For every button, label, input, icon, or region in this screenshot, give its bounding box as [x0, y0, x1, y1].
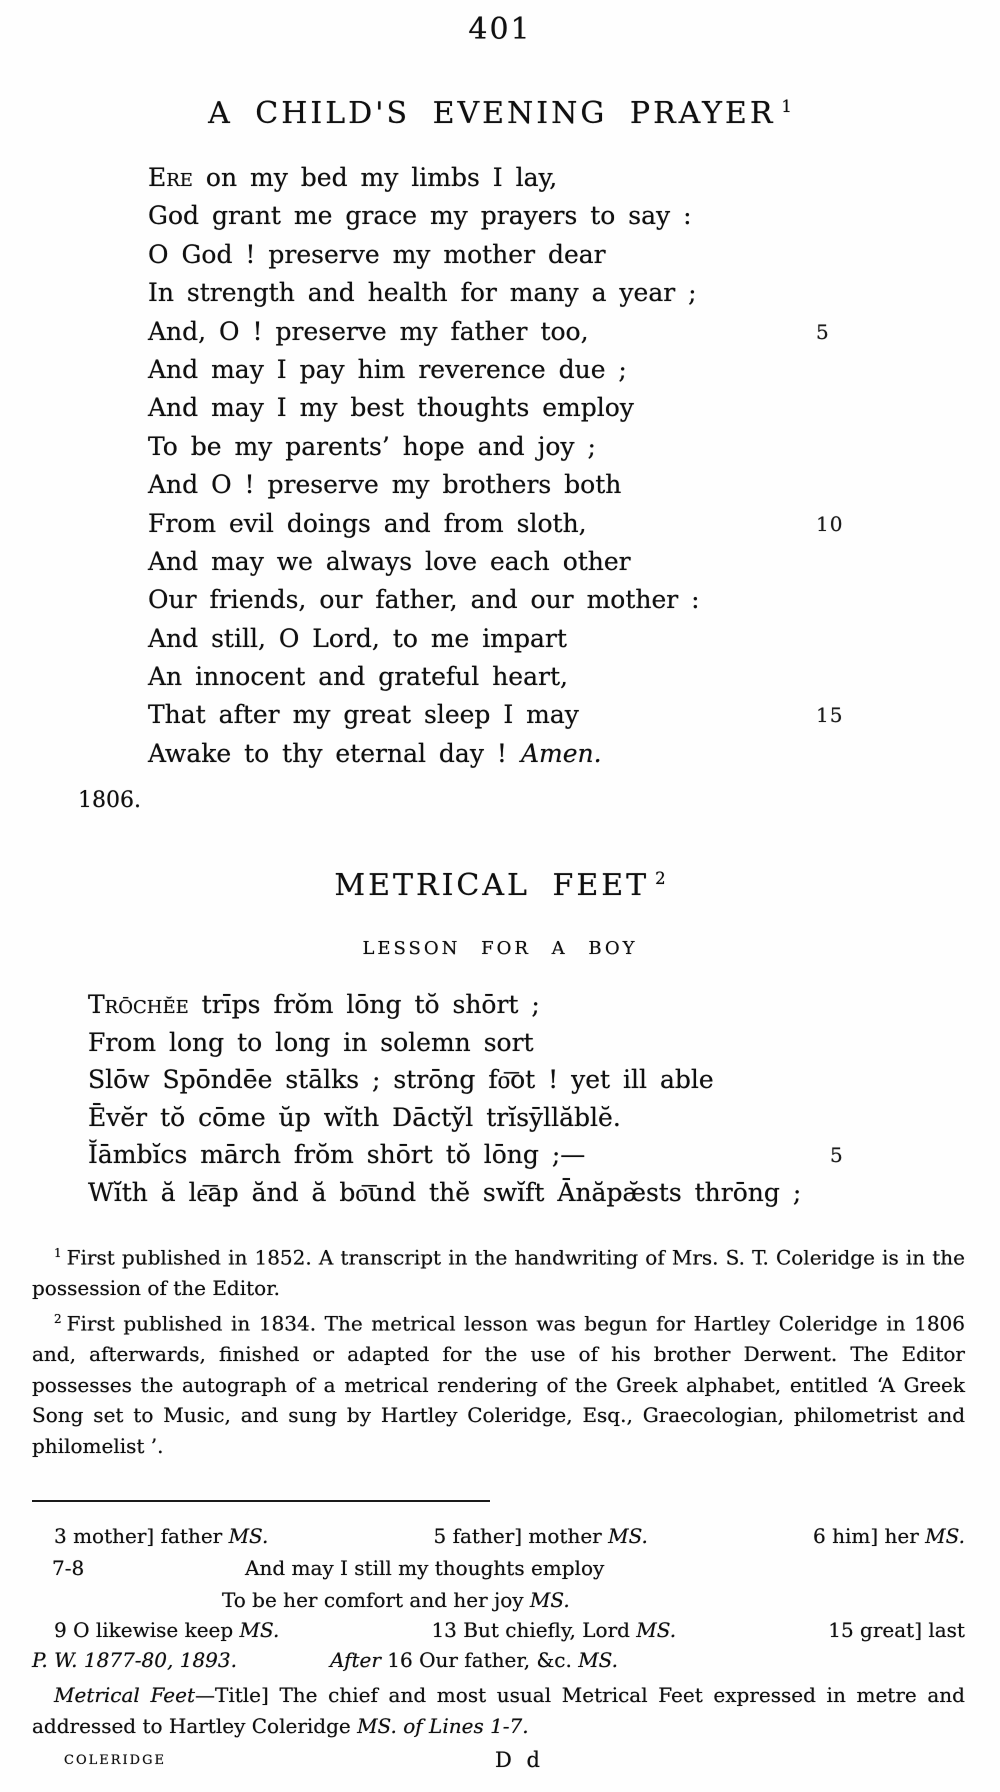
verse-line: From long to long in solemn sort: [88, 1027, 534, 1057]
variant-verse: And may I still my thoughts employ: [245, 1556, 605, 1580]
verse-line: And still, O Lord, to me impart: [148, 623, 567, 653]
verse-line: Ĭāmbĭcs mārch frŏm shōrt tŏ lōng ;— 5: [88, 1140, 844, 1170]
verse-line: Awake to thy eternal day ! Amen.: [148, 738, 602, 768]
line-number: 15: [816, 703, 844, 728]
verse-line: In strength and health for many a year ;: [148, 278, 697, 308]
poem2-subtitle: LESSON FOR A BOY: [362, 938, 638, 959]
verse-line: And, O ! preserve my father too, 5: [148, 316, 830, 346]
variant-verse: To be her comfort and her joy MS.: [222, 1588, 570, 1612]
poem1-text: [148, 163, 878, 777]
lead-smallcaps: Ere: [148, 163, 193, 192]
variant-entry: 15 great] last: [828, 1618, 965, 1642]
lead-smallcaps: Trōchĕe: [88, 990, 189, 1019]
verse-line: And may we always love each other: [148, 546, 631, 576]
line-number: 5: [830, 1143, 844, 1168]
verse-line: Slōw Spōndēe stālks ; strōng fo͞ot ! yet ill able: [88, 1065, 714, 1095]
verse-line: Ere on my bed my limbs I lay,: [148, 163, 558, 192]
footnote-1-text: First published in 1852. A transcript in the handwriting of Mrs. S. T. Coleridge is in the possession of the Editor.: [32, 1245, 965, 1301]
running-footer-coleridge: COLERIDGE: [64, 1753, 166, 1768]
poem2-text: [88, 990, 948, 1216]
verse-line: Trōchĕe trīps frŏm lōng tŏ shōrt ;: [88, 990, 540, 1019]
variant-entry: 3 mother] father MS.: [54, 1524, 269, 1548]
title-lemma: Metrical Feet: [54, 1683, 195, 1707]
verse-line: Ēvĕr tŏ cōme ŭp wĭth Dācty̆l trĭsȳllăblĕ.: [88, 1102, 621, 1132]
footnote-ref-1: 1: [781, 97, 792, 116]
apparatus-title-note: Metrical Feet—Title] The chief and most usual Metrical Feet expressed in metre and addressed to Hartley Coleridge MS. of Lines 1-7.: [32, 1683, 965, 1738]
page-number: 401: [468, 12, 532, 47]
verse-line: And may I my best thoughts employ: [148, 393, 634, 423]
poem2-title-text: METRICAL FEET: [334, 868, 650, 903]
line-number: 10: [816, 511, 844, 536]
footnote-1: [32, 1238, 965, 1304]
poem1-date: 1806.: [78, 788, 141, 813]
variant-entry: 6 him] her MS.: [813, 1524, 965, 1548]
footnotes-block: [32, 1238, 965, 1461]
apparatus-row-1: [32, 1524, 965, 1548]
poem1-title-text: A CHILD'S EVENING PRAYER: [208, 96, 776, 131]
verse-line: An innocent and grateful heart,: [148, 662, 568, 692]
footnote-2-text: First published in 1834. The metrical lesson was begun for Hartley Coleridge in 1806 and, afterwards, finished or adapted for the use of his brother Derwent. The Editor possesses the autograph of a metrical rendering of the Greek alphabet, entitled ‘A Greek Song set to Music, and sung by Hartley Coleridge, Esq., Graecologian, philometrist and philomelist ’.: [32, 1311, 965, 1458]
variant-line-ref: 7-8: [52, 1556, 85, 1580]
variant-entry: 13 But chiefly, Lord MS.: [431, 1618, 677, 1642]
footnote-1-marker: 1: [54, 1246, 62, 1260]
footnote-ref-2: 2: [655, 869, 666, 888]
verse-line: O God ! preserve my mother dear: [148, 239, 606, 269]
verse-line: Our friends, our father, and our mother :: [148, 585, 700, 615]
verse-line: That after my great sleep I may 15: [148, 700, 844, 730]
variant-entry: 9 O likewise keep MS.: [54, 1618, 280, 1642]
poem2-title: [0, 868, 1000, 903]
line-number: 5: [816, 319, 830, 344]
apparatus-row-4: [32, 1618, 965, 1642]
poem1-title: [0, 96, 1000, 131]
footnote-2: [32, 1304, 965, 1462]
signature-mark: D d: [495, 1748, 544, 1772]
edition-reference: P. W. 1877-80, 1893.: [32, 1648, 237, 1672]
verse-line: Wĭth ă le͞ap ănd ă bo͞und thĕ swĭft Ānăpæ̆sts thrōng ;: [88, 1177, 802, 1207]
variant-entry: 5 father] mother MS.: [433, 1524, 648, 1548]
apparatus-divider-rule: [32, 1500, 490, 1502]
footnote-2-marker: 2: [54, 1311, 62, 1326]
verse-line: And O ! preserve my brothers both: [148, 470, 622, 500]
verse-line: And may I pay him reverence due ;: [148, 354, 627, 384]
verse-line: From evil doings and from sloth, 10: [148, 508, 844, 538]
verse-line: God grant me grace my prayers to say :: [148, 201, 692, 231]
amen-italic: Amen.: [520, 738, 602, 768]
variant-entry: After 16 Our father, &c. MS.: [330, 1648, 619, 1672]
verse-line: To be my parents’ hope and joy ;: [148, 431, 596, 461]
